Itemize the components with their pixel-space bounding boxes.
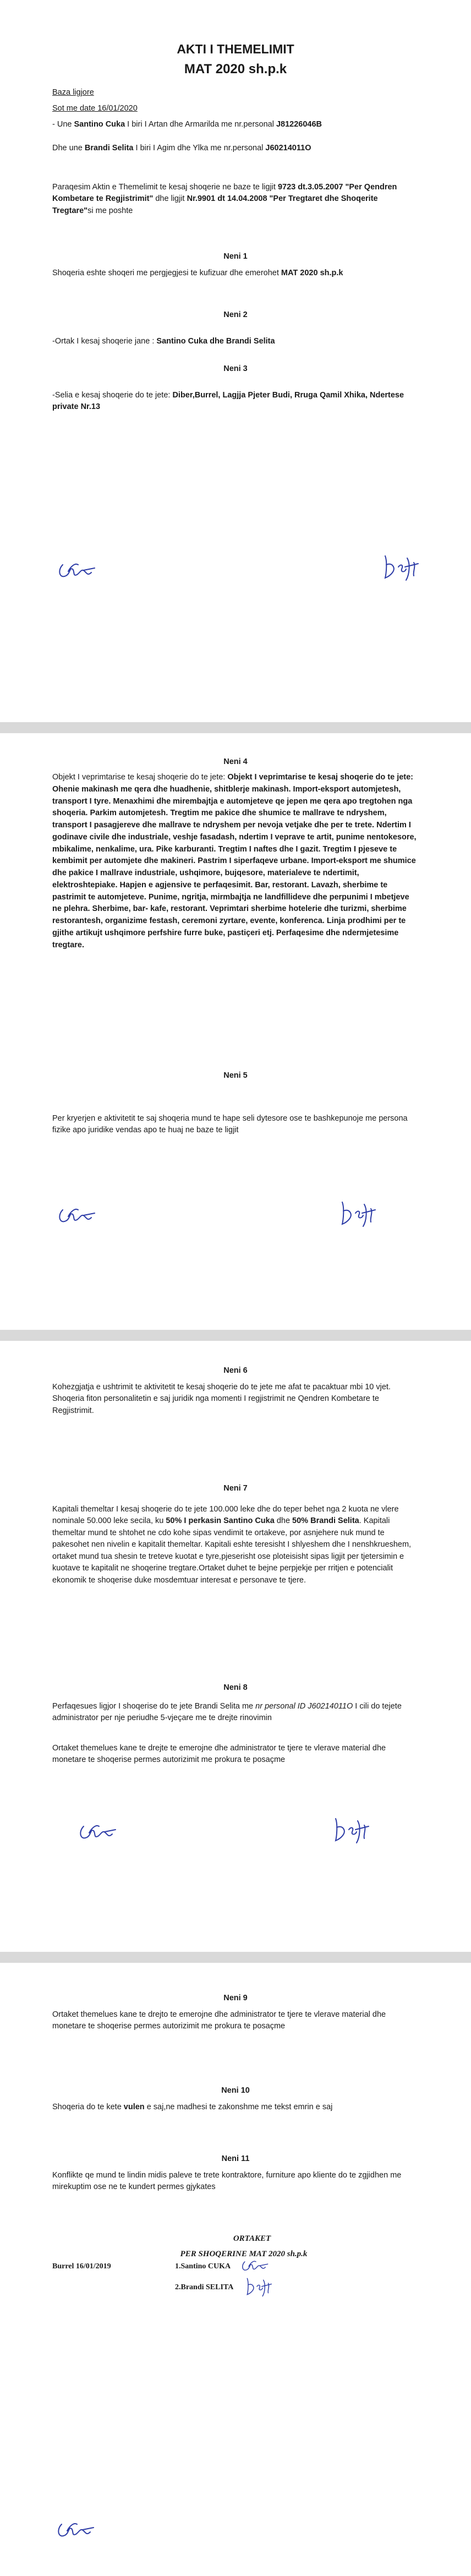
neni-1-text: Shoqeria eshte shoqeri me pergjegjesi te kufizuar dhe emerohet MAT 2020 sh.p.k [52,269,343,277]
legal-basis-label: Baza ligjore [52,88,94,97]
partners-subtitle: PER SHOQERINE MAT 2020 sh.p.k [180,2250,308,2259]
partner-1-name: 1.Santino CUKA [175,2262,231,2271]
neni-3-text: -Selia e kesaj shoqerie do te jete: Diber,Burrel, Lagjja Pjeter Budi, Rruga Qamil Xhika, Ndertese private Nr.13 [52,391,404,412]
signature-santino-cuka [77,1816,121,1844]
neni-5-text: Per kryerjen e aktivitetit te saj shoqeria mund te hape seli dytesore ose te bashkepunoje me persona fizike apo juridike vendas apo te huaj ne baze te ligjit [52,1114,408,1135]
neni-7-title: Neni 7 [223,1484,248,1493]
document-page-2 [0,733,471,1330]
date-line: Sot me date 16/01/2020 [52,104,138,113]
founder-2-line: Dhe une Brandi Selita I biri I Agim dhe Ylka me nr.personal J60214011O [52,144,311,152]
document-page-1 [0,0,471,722]
document-page-3 [0,1341,471,1952]
neni-4-text: Objekt I veprimtarise te kesaj shoqerie do te jete: Objekt I veprimtarise te kesaj shoqerie do te jete: Ohenie makinash me qera dhe huadhenie, shitblerje makinash. Import-eksport automjetesh, transport I tyre. Menaxhimi dhe mirembajtja e automjeteve qe jepen me qera apo tregtohen nga shoqeria. Parkim automjetesh. Tregtim me pakice dhe shumice te mallrave te ndryshem, transport I pasagjereve dhe mallrave te ndryshem per nevoja vetjake dhe per te trete. Ndertim I godinave civile dhe industriale, veshje fasadash, ndertim I veprave te artit, punime nentokesore, mbikalime, nenkalime, ura. Pike karburanti. Tregtim I naftes dhe I gazit. Tregtim I pjeseve te kembimit per automjete dhe makineri. Pastrim I siperfaqeve urbane. Import-eksport me shumice dhe pakice I mallrave industriale, ushqimore, bujqesore, materialeve te ndertimit, elektroshtepiake. Hapjen e agjensive te perfaqesimit. Bar, restorant. Lavazh, sherbime te pastrimit te automjeteve. Punime, ngritja, mirmbajtja ne landfillideve dhe perpunimi I mbetjeve ne plehra. Sherbime, bar- kafe, restorant. Veprimtari sherbime hotelerie dhe turizmi, sherbime restorantesh, organizime festash, ceremoni zyrtare, evente, konferenca. Linja prodhimi per te gjithe artikujt ushqimore perfshire furre buke, pastiçeri etj. Perfaqesime dhe ndermjetesime tregtare. [52,773,417,949]
neni-2-title: Neni 2 [223,310,248,319]
neni-3-title: Neni 3 [223,364,248,373]
neni-11-title: Neni 11 [221,2154,250,2163]
neni-11-text: Konflikte qe mund te lindin midis paleve te trete kontraktore, furniture apo kliente do te zgjidhen me mirekuptim ose ne te kundert permes gjykates [52,2171,402,2192]
document-page-4 [0,1963,471,2576]
signature-santino-cuka [237,2255,275,2274]
neni-10-text: Shoqeria do te kete vulen e saj,ne madhesi te zakonshme me tekst emrin e saj [52,2103,333,2111]
intro-paragraph: Paraqesim Aktin e Themelimit te kesaj shoqerie ne baze te ligjit 9723 dt.3.05.2007 "Per Qendren Kombetare te Regjistrimit" dhe ligjit Nr.9901 dt 14.04.2008 "Per Tregtaret dhe Shoqerite Tregtare"si me poshte [52,183,397,215]
neni-9-title: Neni 9 [223,1994,248,2002]
partner-2-name: 2.Brandi SELITA [175,2283,234,2291]
signature-santino-cuka [56,555,100,582]
signature-brandi-selita [242,2274,281,2299]
neni-10-title: Neni 10 [221,2086,250,2095]
signature-santino-cuka [55,2514,99,2542]
neni-1-title: Neni 1 [223,252,248,261]
neni-8-text: Perfaqesues ligjor I shoqerise do te jete Brandi Selita me nr personal ID J60214011O I cili do tejete administrator per nje periudhe 5-vjeçare me te drejte rinovimin [52,1702,402,1723]
neni-4-title: Neni 4 [223,757,248,766]
place-date: Burrel 16/01/2019 [52,2262,111,2271]
neni-9-text: Ortaket themelues kane te drejto te emerojne dhe administrator te tjere te vlerave material dhe monetare te shoqerise permes autorizimit me prokura te posaçme [52,2010,386,2031]
neni-6-text: Kohezgjatja e ushtrimit te aktivitetit te kesaj shoqerie do te jete me afat te pacaktuar mbi 10 vjet. Shoqeria fiton personalitetin e saj juridik nga momenti I regjistrimit ne Qendren Kombetare te Regjistrimit. [52,1383,391,1415]
neni-6-title: Neni 6 [223,1366,248,1375]
signature-santino-cuka [56,1200,100,1227]
neni-5-title: Neni 5 [223,1071,248,1080]
document-title: AKTI I THEMELIMIT [177,42,294,56]
company-name-heading: MAT 2020 sh.p.k [184,62,287,77]
signature-brandi-selita [380,550,429,583]
neni-7-text: Kapitali themeltar I kesaj shoqerie do te jete 100.000 leke dhe do teper behet nga 2 kuota ne vlere nominale 50.000 leke secila, ku 50% I perkasin Santino Cuka dhe 50% Brandi Selita. Kapitali themeltar mund te shtohet ne cdo kohe sipas vendimit te ortakeve, por asnjehere nuk mund te pakesohet nen nivelin e kapitalit themeltar. Kapitali eshte teresisht I shlyeshem dhe I nenshkrueshem, ortaket mund tua shesin te treteve kuotat e tyre,pjeserisht ose ploteisisht sipas ligjit per tjetersimin e kuotave te kapitalit ne shoqerine tregtare.Ortaket duhet te bejne perpjekje per rritjen e potencialit ekonomik te shoqerise duke mosdemtuar interesat e personave te tjere. [52,1505,412,1585]
neni-2-text: -Ortak I kesaj shoqerie jane : Santino Cuka dhe Brandi Selita [52,337,275,346]
signature-brandi-selita [337,1197,386,1230]
partners-title: ORTAKET [233,2234,271,2243]
founder-1-line: - Une Santino Cuka I biri I Artan dhe Armarilda me nr.personal J81226046B [52,120,322,129]
signature-brandi-selita [330,1813,380,1846]
neni-8-title: Neni 8 [223,1683,248,1692]
neni-8-paragraph-2: Ortaket themelues kane te drejte te emerojne dhe administrator te tjere te vlerave material dhe monetare te shoqerise permes autorizimit me prokura te posaçme [52,1744,386,1765]
partners-section [0,2233,471,2291]
